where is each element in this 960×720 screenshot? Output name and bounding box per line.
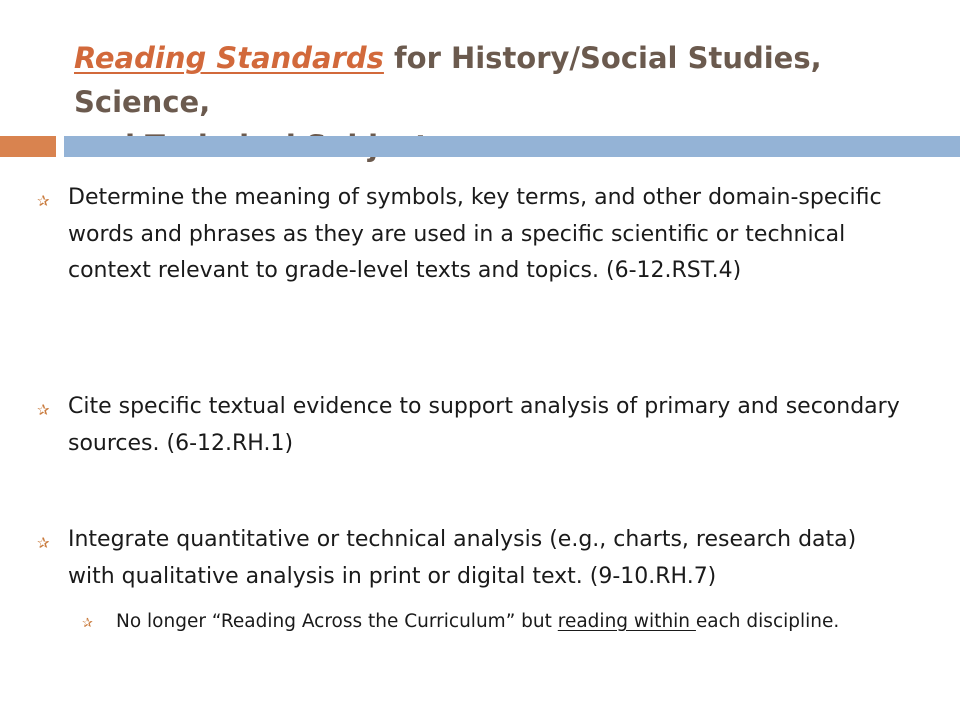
star-bullet-icon: ✰ <box>82 616 93 631</box>
star-bullet-icon: ✰ <box>37 534 50 552</box>
title-rest-line1: for History/Social Studies, Science, <box>74 41 822 119</box>
sub-bullet-text-after: each discipline. <box>695 611 840 632</box>
sub-bullet-text <box>116 611 839 632</box>
bullet-text-2: Cite specific textual evidence to support analysis of primary and secondary sources. (6-12.RH.1) <box>68 394 900 456</box>
sub-bullet-item <box>82 608 942 636</box>
reading-standards-link[interactable]: Reading Standards <box>74 41 384 75</box>
sub-bullet-underlined: reading within <box>557 611 696 632</box>
bullet-item-3 <box>37 522 907 595</box>
header-band-orange <box>0 136 56 157</box>
star-bullet-icon: ✰ <box>37 401 50 419</box>
bullet-text-3: Integrate quantitative or technical analysis (e.g., charts, research data) with qualitative analysis in print or digital text. (9-10.RH.7) <box>68 527 857 589</box>
bullet-text-1: Determine the meaning of symbols, key terms, and other domain-specific words and phrases as they are used in a specific scientific or technical context relevant to grade-level texts and topics. (6-12.RST.4) <box>68 185 882 283</box>
bullet-item-2 <box>37 389 907 462</box>
bullet-item-1 <box>37 180 907 290</box>
header-band-blue <box>64 136 960 157</box>
sub-bullet-text-before: No longer “Reading Across the Curriculum” but <box>116 611 558 632</box>
star-bullet-icon: ✰ <box>37 192 50 210</box>
